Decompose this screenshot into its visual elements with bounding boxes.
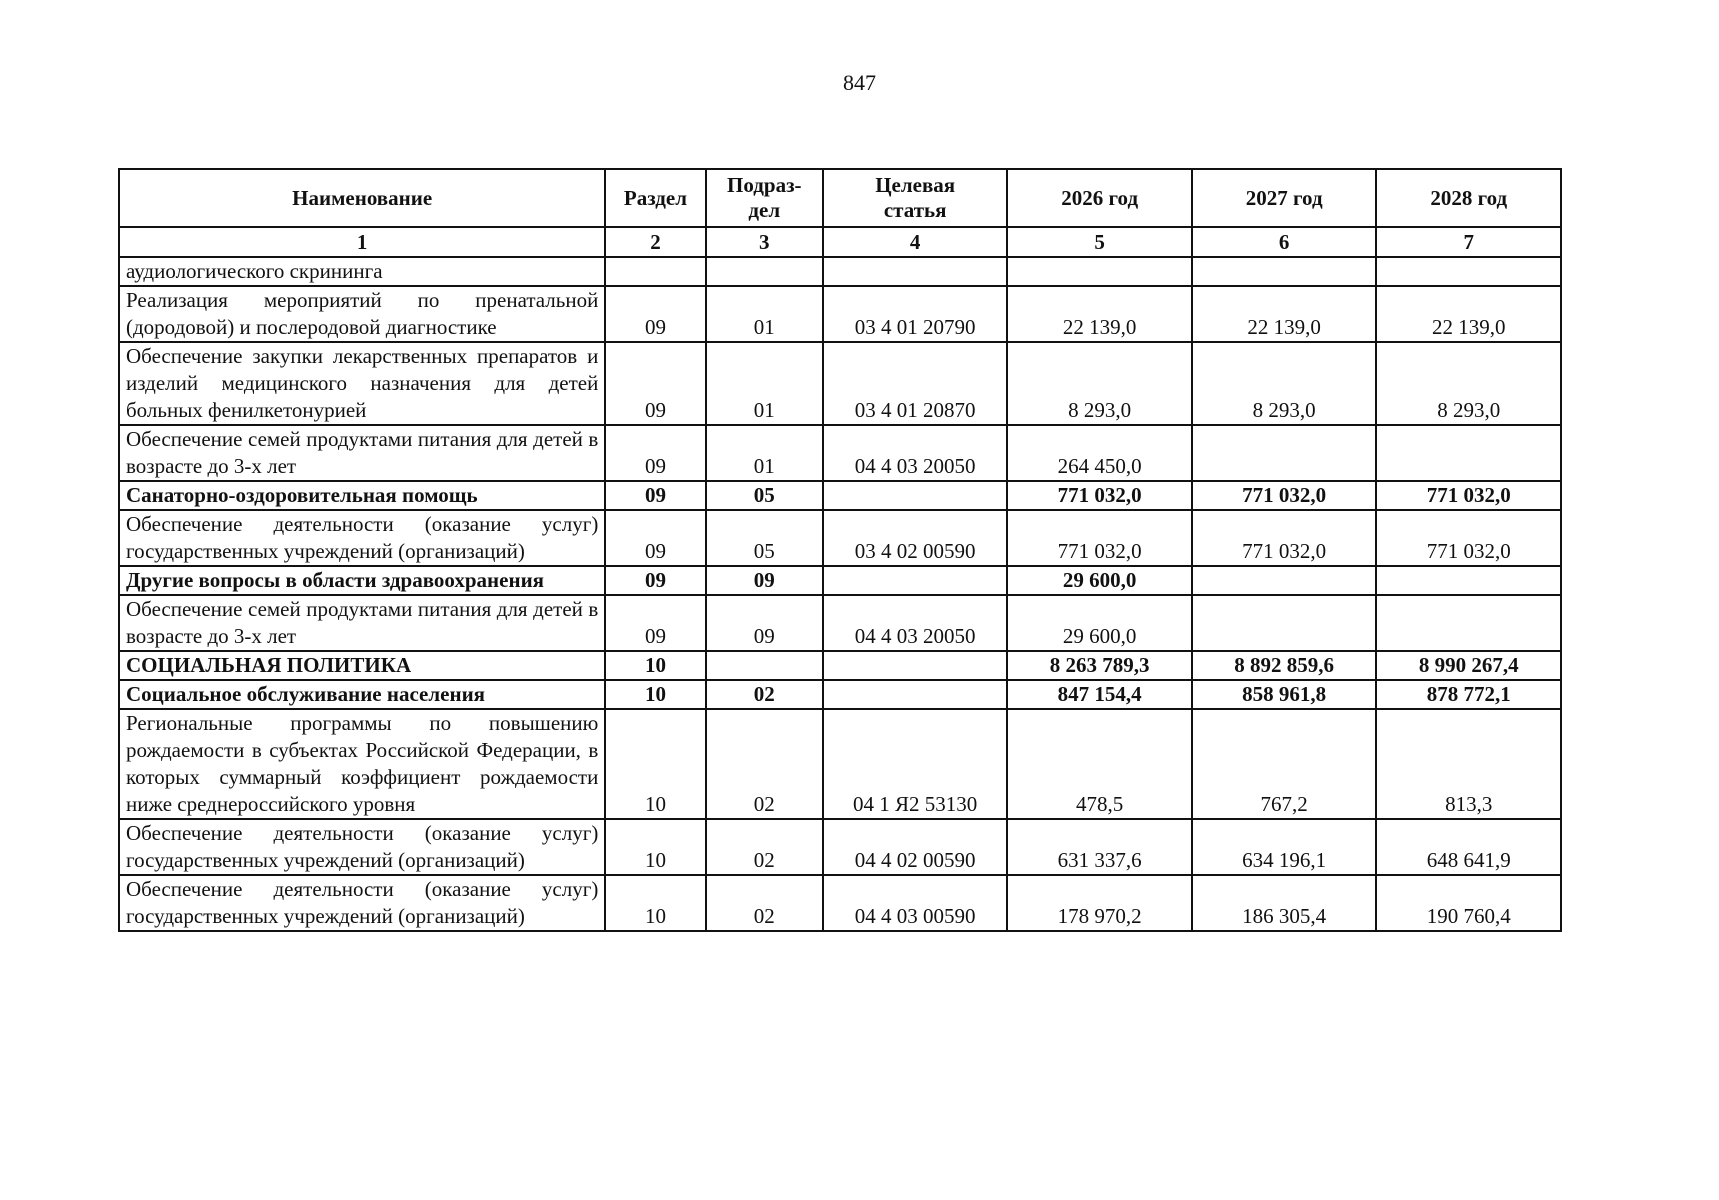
row-2026-cell: 29 600,0 [1007, 566, 1192, 595]
row-name-cell: Обеспечение семей продуктами питания для детей в возрасте до 3-х лет [119, 595, 605, 651]
row-2028-cell: 22 139,0 [1376, 286, 1561, 342]
row-razdel-cell: 10 [605, 819, 705, 875]
column-number: 5 [1007, 227, 1192, 257]
table-row [119, 257, 1561, 286]
row-podrazdel-cell: 02 [706, 709, 823, 819]
table-row [119, 875, 1561, 931]
row-name-cell: Обеспечение деятельности (оказание услуг) государственных учреждений (организаций) [119, 875, 605, 931]
header-razdel: Раздел [605, 169, 705, 227]
column-number: 4 [823, 227, 1008, 257]
row-name-cell: аудиологического скрининга [119, 257, 605, 286]
row-podrazdel-cell: 09 [706, 566, 823, 595]
row-2027-cell: 8 892 859,6 [1192, 651, 1377, 680]
row-razdel-cell: 09 [605, 425, 705, 481]
row-razdel-cell [605, 257, 705, 286]
row-name-cell: Обеспечение деятельности (оказание услуг) государственных учреждений (организаций) [119, 819, 605, 875]
header-2028: 2028 год [1376, 169, 1561, 227]
row-razdel-cell: 10 [605, 709, 705, 819]
row-2026-cell: 8 263 789,3 [1007, 651, 1192, 680]
row-podrazdel-cell: 01 [706, 342, 823, 425]
row-2026-cell: 771 032,0 [1007, 510, 1192, 566]
table-row [119, 286, 1561, 342]
row-razdel-cell: 10 [605, 875, 705, 931]
row-podrazdel-cell: 05 [706, 481, 823, 510]
column-number: 6 [1192, 227, 1377, 257]
row-2027-cell: 22 139,0 [1192, 286, 1377, 342]
row-2028-cell [1376, 425, 1561, 481]
row-2028-cell: 813,3 [1376, 709, 1561, 819]
row-razdel-cell: 09 [605, 481, 705, 510]
row-podrazdel-cell: 01 [706, 286, 823, 342]
row-2027-cell: 8 293,0 [1192, 342, 1377, 425]
row-2026-cell: 478,5 [1007, 709, 1192, 819]
row-podrazdel-cell: 09 [706, 595, 823, 651]
header-name: Наименование [119, 169, 605, 227]
header-statya: Целевая статья [823, 169, 1008, 227]
row-2028-cell [1376, 595, 1561, 651]
row-statya-cell: 04 4 02 00590 [823, 819, 1008, 875]
row-2027-cell: 858 961,8 [1192, 680, 1377, 709]
row-statya-cell: 04 1 Я2 53130 [823, 709, 1008, 819]
row-name-cell: Региональные программы по повышению рождаемости в субъектах Российской Федерации, в которых суммарный коэффициент рождаемости ниже среднероссийского уровня [119, 709, 605, 819]
column-number: 7 [1376, 227, 1561, 257]
row-statya-cell [823, 651, 1008, 680]
row-2027-cell: 771 032,0 [1192, 481, 1377, 510]
row-2026-cell: 29 600,0 [1007, 595, 1192, 651]
row-podrazdel-cell [706, 651, 823, 680]
row-podrazdel-cell: 05 [706, 510, 823, 566]
table-row [119, 425, 1561, 481]
table-row [119, 566, 1561, 595]
table-body [119, 257, 1561, 931]
table-row [119, 651, 1561, 680]
row-statya-cell [823, 481, 1008, 510]
row-2027-cell: 186 305,4 [1192, 875, 1377, 931]
row-name-cell: Обеспечение закупки лекарственных препаратов и изделий медицинского назначения для детей больных фенилкетонурией [119, 342, 605, 425]
table-row [119, 709, 1561, 819]
row-statya-cell: 04 4 03 20050 [823, 425, 1008, 481]
table-row [119, 680, 1561, 709]
row-name-cell: СОЦИАЛЬНАЯ ПОЛИТИКА [119, 651, 605, 680]
row-2027-cell [1192, 595, 1377, 651]
row-2026-cell: 771 032,0 [1007, 481, 1192, 510]
table-row [119, 819, 1561, 875]
row-2027-cell [1192, 257, 1377, 286]
column-number: 3 [706, 227, 823, 257]
column-number-row [119, 227, 1561, 257]
row-statya-cell: 03 4 01 20790 [823, 286, 1008, 342]
header-2026: 2026 год [1007, 169, 1192, 227]
row-statya-cell: 03 4 02 00590 [823, 510, 1008, 566]
row-2028-cell: 771 032,0 [1376, 510, 1561, 566]
row-podrazdel-cell [706, 257, 823, 286]
page-number: 847 [843, 70, 876, 95]
row-podrazdel-cell: 02 [706, 680, 823, 709]
row-2026-cell: 178 970,2 [1007, 875, 1192, 931]
row-2026-cell: 847 154,4 [1007, 680, 1192, 709]
column-number: 1 [119, 227, 605, 257]
row-name-cell: Санаторно-оздоровительная помощь [119, 481, 605, 510]
row-2026-cell: 22 139,0 [1007, 286, 1192, 342]
table-row [119, 510, 1561, 566]
column-number: 2 [605, 227, 705, 257]
row-statya-cell: 03 4 01 20870 [823, 342, 1008, 425]
row-podrazdel-cell: 01 [706, 425, 823, 481]
row-razdel-cell: 10 [605, 680, 705, 709]
row-2027-cell: 771 032,0 [1192, 510, 1377, 566]
row-2028-cell: 190 760,4 [1376, 875, 1561, 931]
row-2028-cell: 8 293,0 [1376, 342, 1561, 425]
row-2028-cell: 771 032,0 [1376, 481, 1561, 510]
row-statya-cell [823, 680, 1008, 709]
row-razdel-cell: 09 [605, 286, 705, 342]
row-podrazdel-cell: 02 [706, 819, 823, 875]
row-razdel-cell: 09 [605, 595, 705, 651]
row-razdel-cell: 10 [605, 651, 705, 680]
table-row [119, 481, 1561, 510]
row-statya-cell: 04 4 03 00590 [823, 875, 1008, 931]
header-podrazdel: Подраз- дел [706, 169, 823, 227]
row-2028-cell: 878 772,1 [1376, 680, 1561, 709]
row-razdel-cell: 09 [605, 342, 705, 425]
row-razdel-cell: 09 [605, 566, 705, 595]
header-row [119, 169, 1561, 227]
row-name-cell: Обеспечение семей продуктами питания для детей в возрасте до 3-х лет [119, 425, 605, 481]
budget-table [118, 168, 1562, 932]
table-row [119, 595, 1561, 651]
row-2028-cell [1376, 566, 1561, 595]
row-2027-cell [1192, 425, 1377, 481]
row-name-cell: Реализация мероприятий по пренатальной (дородовой) и послеродовой диагностике [119, 286, 605, 342]
row-2026-cell: 8 293,0 [1007, 342, 1192, 425]
header-2027: 2027 год [1192, 169, 1377, 227]
row-2027-cell [1192, 566, 1377, 595]
row-2027-cell: 634 196,1 [1192, 819, 1377, 875]
table-row [119, 342, 1561, 425]
row-name-cell: Социальное обслуживание населения [119, 680, 605, 709]
row-2028-cell: 8 990 267,4 [1376, 651, 1561, 680]
row-2026-cell [1007, 257, 1192, 286]
row-2028-cell: 648 641,9 [1376, 819, 1561, 875]
row-statya-cell: 04 4 03 20050 [823, 595, 1008, 651]
row-2026-cell: 631 337,6 [1007, 819, 1192, 875]
row-statya-cell [823, 257, 1008, 286]
row-2026-cell: 264 450,0 [1007, 425, 1192, 481]
row-name-cell: Обеспечение деятельности (оказание услуг) государственных учреждений (организаций) [119, 510, 605, 566]
row-name-cell: Другие вопросы в области здравоохранения [119, 566, 605, 595]
row-podrazdel-cell: 02 [706, 875, 823, 931]
row-2027-cell: 767,2 [1192, 709, 1377, 819]
row-2028-cell [1376, 257, 1561, 286]
row-statya-cell [823, 566, 1008, 595]
row-razdel-cell: 09 [605, 510, 705, 566]
